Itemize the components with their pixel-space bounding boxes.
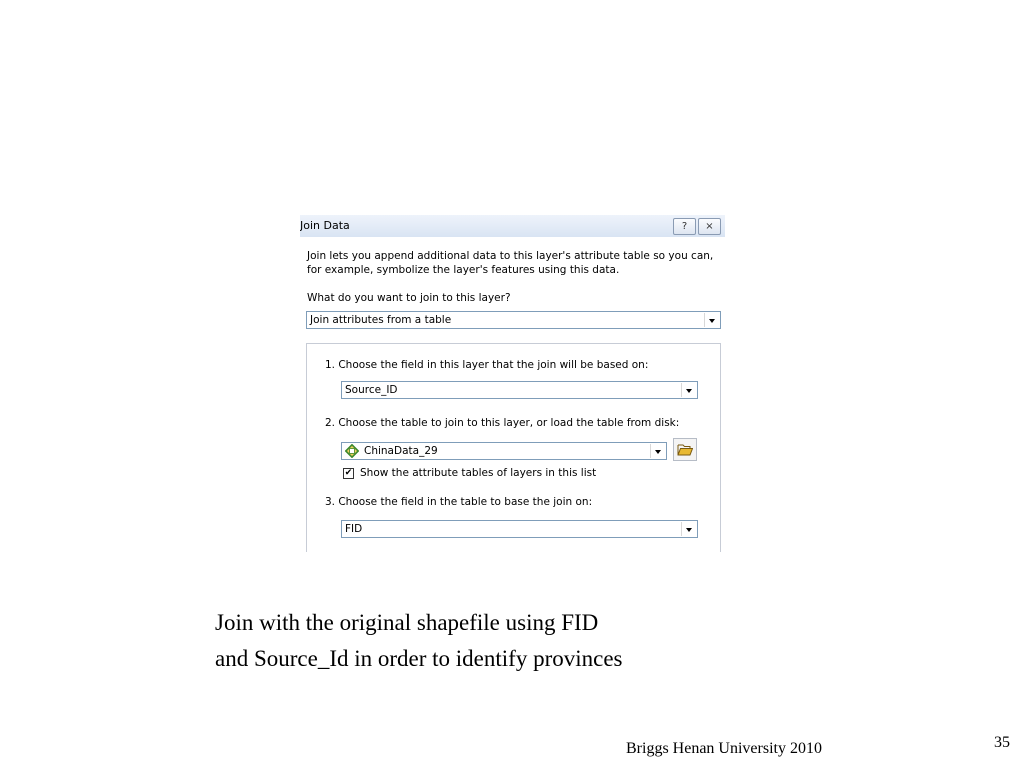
chevron-down-icon[interactable]	[681, 522, 696, 536]
join-table-value: ChinaData_29	[364, 445, 438, 457]
chevron-down-icon[interactable]	[650, 444, 665, 458]
close-button[interactable]: ×	[698, 218, 721, 235]
intro-text-line-1: Join lets you append additional data to this layer's attribute table so you can,	[307, 250, 714, 262]
chevron-down-icon[interactable]	[704, 313, 719, 327]
show-tables-checkbox-label[interactable]: Show the attribute tables of layers in this list	[360, 467, 597, 479]
show-tables-checkbox[interactable]	[343, 468, 354, 479]
slide-footer: Briggs Henan University 2010	[626, 740, 822, 757]
check-icon: ✔	[344, 468, 353, 478]
join-type-dropdown[interactable]	[306, 311, 721, 329]
table-field-value: FID	[345, 523, 363, 535]
layer-field-value: Source_ID	[345, 384, 398, 396]
open-folder-icon	[677, 442, 693, 457]
step1-label: 1. Choose the field in this layer that the join will be based on:	[325, 359, 649, 371]
join-question-label: What do you want to join to this layer?	[307, 292, 511, 304]
chevron-down-icon[interactable]	[681, 383, 696, 397]
join-data-dialog	[300, 215, 725, 552]
layer-field-dropdown[interactable]	[341, 381, 698, 399]
join-type-value: Join attributes from a table	[310, 314, 452, 326]
dialog-titlebar[interactable]	[300, 215, 725, 237]
table-field-dropdown[interactable]	[341, 520, 698, 538]
help-button[interactable]: ?	[673, 218, 696, 235]
caption-line-1: Join with the original shapefile using FID	[215, 610, 599, 635]
caption-line-2: and Source_Id in order to identify provinces	[215, 646, 623, 671]
step2-label: 2. Choose the table to join to this layer, or load the table from disk:	[325, 417, 680, 429]
browse-folder-button[interactable]	[673, 438, 697, 461]
step3-label: 3. Choose the field in the table to base the join on:	[325, 496, 593, 508]
diamond-table-icon	[345, 444, 359, 458]
slide-caption	[215, 605, 623, 677]
page-number: 35	[994, 734, 1010, 751]
dialog-title: Join Data	[300, 219, 350, 232]
intro-text-line-2: for example, symbolize the layer's features using this data.	[307, 264, 620, 276]
join-table-dropdown[interactable]	[341, 442, 667, 460]
